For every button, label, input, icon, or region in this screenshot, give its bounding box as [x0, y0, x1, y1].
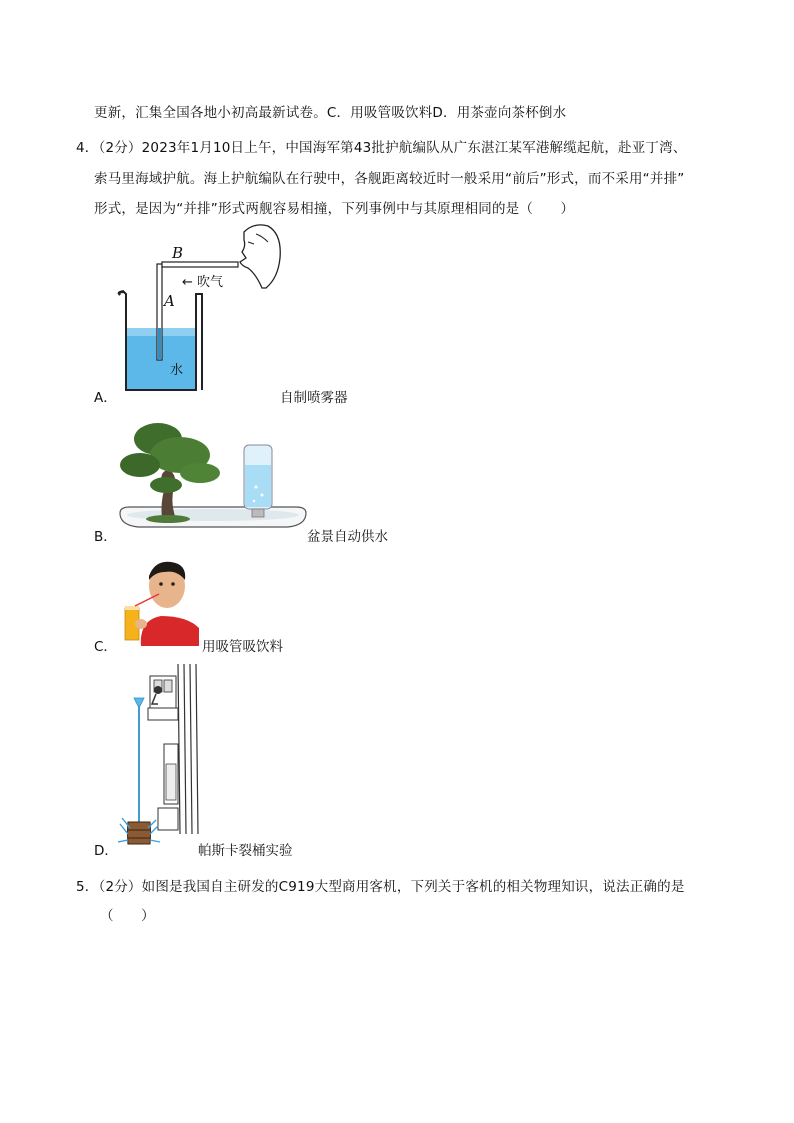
- option-d-letter[interactable]: D．: [94, 843, 118, 859]
- label-b: B: [172, 244, 184, 262]
- boy-straw-photo: [121, 558, 201, 646]
- top-line: 更新，汇集全国各地小初高最新试卷。C．用吸管吸饮料D．用茶壶向茶杯倒水: [94, 105, 567, 121]
- sprayer-figure: [116, 222, 286, 397]
- q5-line-1: 5．（2分）如图是我国自主研发的C919大型商用客机，下列关于客机的相关物理知识，说法正确的是: [76, 879, 685, 895]
- label-blow: ← 吹气: [182, 275, 224, 290]
- bonsai-figure: [116, 415, 308, 543]
- option-a-caption: 自制喷雾器: [280, 390, 348, 406]
- q4-line-3: 形式，是因为“并排”形式两舰容易相撞，下列事例中与其原理相同的是（ ）: [94, 201, 575, 217]
- option-d-caption: 帕斯卡裂桶实验: [198, 843, 293, 859]
- label-a: A: [164, 292, 175, 310]
- option-a-letter[interactable]: A．: [94, 390, 117, 406]
- label-water: 水: [170, 363, 184, 378]
- option-c-letter[interactable]: C．: [94, 639, 117, 655]
- pascal-barrel-figure: [118, 664, 204, 846]
- q4-line-2: 索马里海域护航。海上护航编队在行驶中，各舰距离较近时一般采用“前后”形式，而不采用“并排”: [94, 171, 685, 187]
- option-c-caption: 用吸管吸饮料: [202, 639, 283, 655]
- option-b-letter[interactable]: B．: [94, 529, 117, 545]
- option-b-caption: 盆景自动供水: [307, 529, 388, 545]
- q4-line-1: 4．（2分）2023年1月10日上午，中国海军第43批护航编队从广东湛江某军港解缆起航，赴亚丁湾、: [76, 140, 687, 156]
- q5-line-2: （ ）: [100, 908, 155, 924]
